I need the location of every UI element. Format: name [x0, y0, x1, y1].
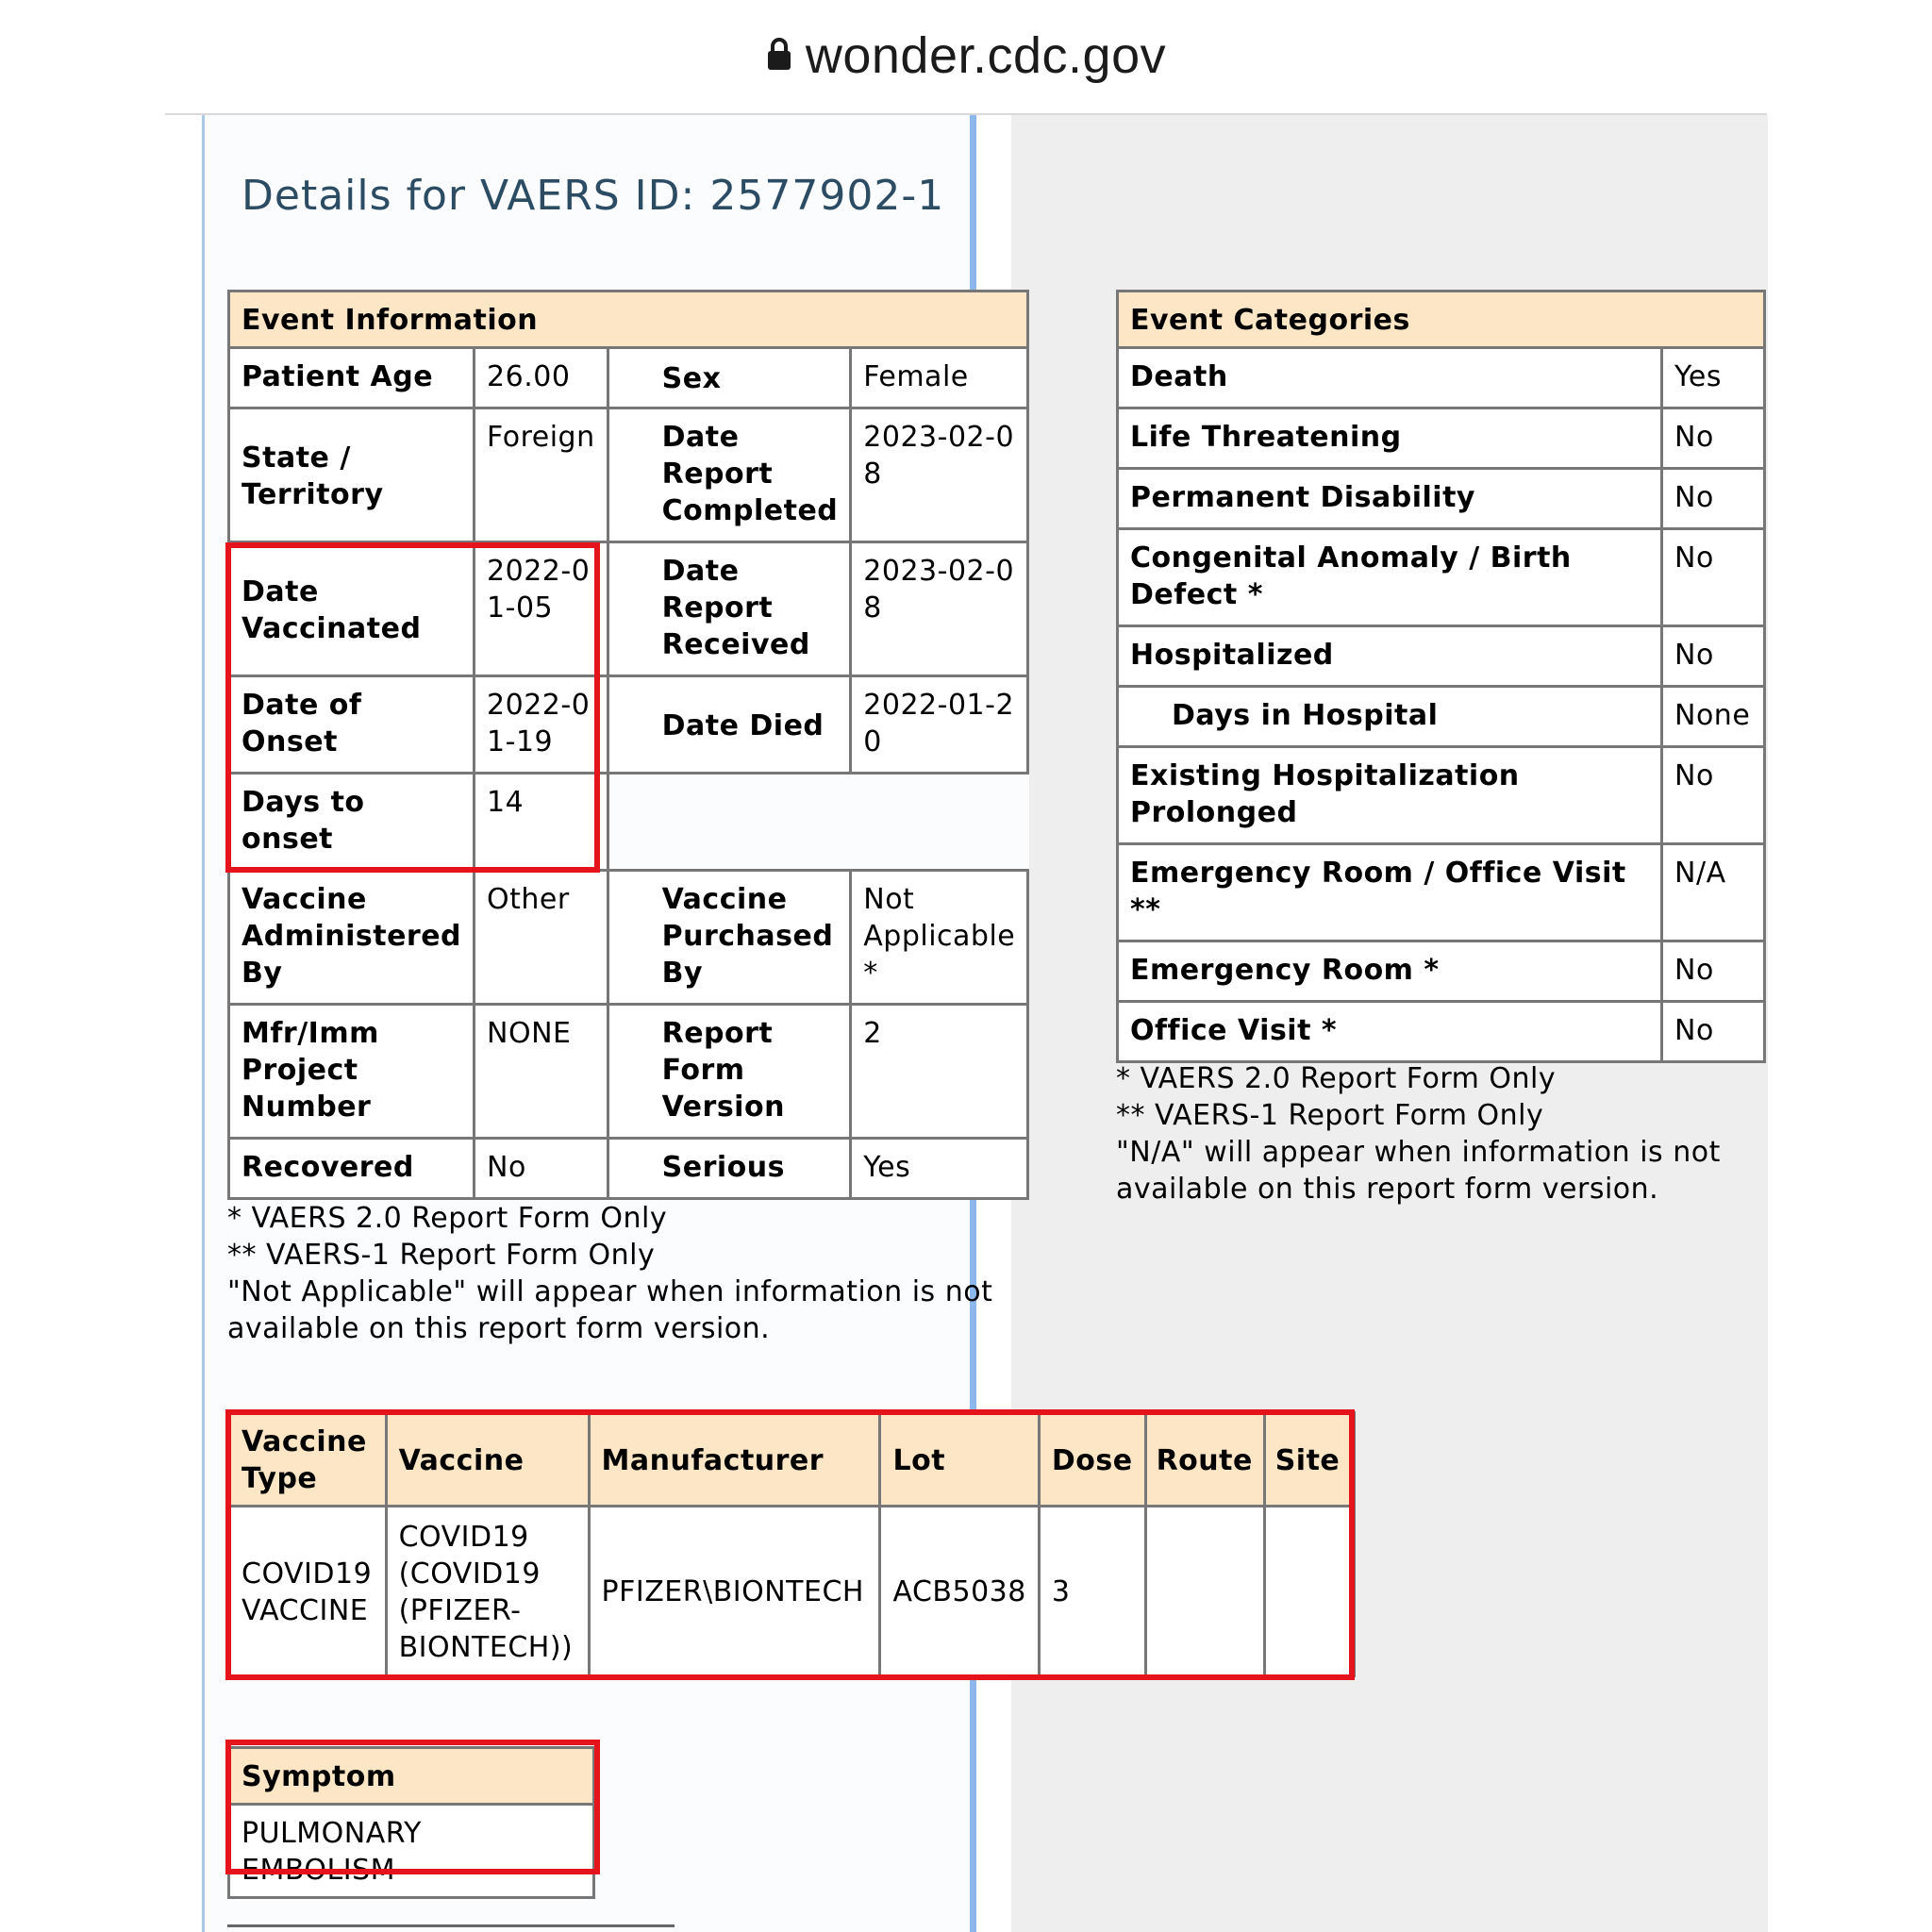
category-label: Days in Hospital	[1118, 687, 1662, 747]
vaccine-table	[227, 1411, 1356, 1677]
vaccine-purchased-by-label: Vaccine Purchased By	[608, 871, 851, 1005]
vaccine-purchased-by-value: Not Applicable *	[851, 871, 1028, 1005]
category-value: No	[1662, 941, 1765, 1002]
note-line: ** VAERS-1 Report Form Only	[1116, 1099, 1544, 1132]
symptom-value: PULMONARY EMBOLISM	[229, 1805, 594, 1898]
event-information-table	[227, 290, 1029, 1200]
column-header-site: Site	[1264, 1413, 1354, 1507]
browser-url-bar[interactable]	[0, 0, 1932, 113]
category-label: Hospitalized	[1118, 626, 1662, 687]
recovered-value: No	[475, 1139, 608, 1199]
date-vaccinated-value: 2022-01-05	[475, 542, 608, 676]
lock-icon	[766, 25, 792, 83]
state-territory-value: Foreign	[475, 408, 608, 542]
report-form-version-label: Report Form Version	[608, 1005, 851, 1139]
days-to-onset-value: 14	[475, 774, 608, 871]
event-categories-notes	[1116, 1060, 1721, 1208]
category-value: No	[1662, 529, 1765, 626]
note-line: "Not Applicable" will appear when information is not	[227, 1275, 993, 1308]
url-text: wonder.cdc.gov	[805, 27, 1167, 84]
page-title: Details for VAERS ID: 2577902-1	[242, 172, 945, 220]
category-label: Emergency Room *	[1118, 941, 1662, 1002]
empty-cell	[608, 774, 1028, 871]
content-panel-border	[202, 115, 205, 1932]
category-label: Office Visit *	[1118, 1002, 1662, 1062]
category-value: N/A	[1662, 844, 1765, 941]
symptom-table	[227, 1746, 595, 1899]
days-to-onset-label: Days to onset	[229, 774, 475, 871]
note-line: "N/A" will appear when information is not	[1116, 1136, 1721, 1169]
note-line: * VAERS 2.0 Report Form Only	[1116, 1062, 1557, 1095]
column-header-manufacturer: Manufacturer	[589, 1413, 880, 1507]
category-value: Yes	[1662, 348, 1765, 408]
category-label: Existing Hospitalization Prolonged	[1118, 747, 1662, 844]
date-report-completed-value: 2023-02-08	[851, 408, 1028, 542]
event-categories-table	[1116, 290, 1766, 1063]
column-header-dose: Dose	[1039, 1413, 1145, 1507]
note-line: * VAERS 2.0 Report Form Only	[227, 1202, 668, 1235]
note-line: ** VAERS-1 Report Form Only	[227, 1239, 656, 1272]
vaccine-type-cell: COVID19 VACCINE	[229, 1507, 387, 1676]
dose-cell: 3	[1039, 1507, 1145, 1676]
category-label: Permanent Disability	[1118, 469, 1662, 529]
symptom-heading: Symptom	[229, 1748, 594, 1805]
patient-age-label: Patient Age	[229, 348, 475, 408]
category-value: No	[1662, 1002, 1765, 1062]
state-territory-label: State / Territory	[229, 408, 475, 542]
category-label: Life Threatening	[1118, 408, 1662, 469]
date-report-received-label: Date Report Received	[608, 542, 851, 676]
sex-value: Female	[851, 348, 1028, 408]
vaccine-administered-by-label: Vaccine Administered By	[229, 871, 475, 1005]
date-died-label: Date Died	[608, 676, 851, 774]
patient-age-value: 26.00	[475, 348, 608, 408]
date-of-onset-value: 2022-01-19	[475, 676, 608, 774]
event-information-notes	[227, 1200, 992, 1347]
mfr-imm-project-number-label: Mfr/Imm Project Number	[229, 1005, 475, 1139]
date-vaccinated-label: Date Vaccinated	[229, 542, 475, 676]
date-report-received-value: 2023-02-08	[851, 542, 1028, 676]
category-value: No	[1662, 408, 1765, 469]
category-label: Congenital Anomaly / Birth Defect *	[1118, 529, 1662, 626]
category-value: None	[1662, 687, 1765, 747]
serious-label: Serious	[608, 1139, 851, 1199]
recovered-label: Recovered	[229, 1139, 475, 1199]
manufacturer-cell: PFIZER\BIONTECH	[589, 1507, 880, 1676]
mfr-imm-project-number-value: NONE	[475, 1005, 608, 1139]
column-header-lot: Lot	[880, 1413, 1039, 1507]
category-value: No	[1662, 469, 1765, 529]
event-information-heading: Event Information	[229, 291, 1028, 348]
vaccine-cell: COVID19 (COVID19 (PFIZER-BIONTECH))	[386, 1507, 589, 1676]
date-of-onset-label: Date of Onset	[229, 676, 475, 774]
url-display[interactable]	[0, 26, 1932, 89]
column-header-vaccine: Vaccine	[386, 1413, 589, 1507]
date-died-value: 2022-01-20	[851, 676, 1028, 774]
route-cell	[1145, 1507, 1264, 1676]
lot-cell: ACB5038	[880, 1507, 1039, 1676]
next-section-divider	[227, 1924, 675, 1927]
vaccine-administered-by-value: Other	[475, 871, 608, 1005]
serious-value: Yes	[851, 1139, 1028, 1199]
column-header-vaccine-type: Vaccine Type	[229, 1413, 387, 1507]
category-value: No	[1662, 626, 1765, 687]
date-report-completed-label: Date Report Completed	[608, 408, 851, 542]
note-line: available on this report form version.	[1116, 1173, 1659, 1206]
category-value: No	[1662, 747, 1765, 844]
report-form-version-value: 2	[851, 1005, 1028, 1139]
column-header-route: Route	[1145, 1413, 1264, 1507]
event-categories-heading: Event Categories	[1118, 291, 1765, 348]
note-line: available on this report form version.	[227, 1312, 771, 1345]
sex-label: Sex	[608, 348, 851, 408]
category-label: Death	[1118, 348, 1662, 408]
category-label: Emergency Room / Office Visit **	[1118, 844, 1662, 941]
site-cell	[1264, 1507, 1354, 1676]
